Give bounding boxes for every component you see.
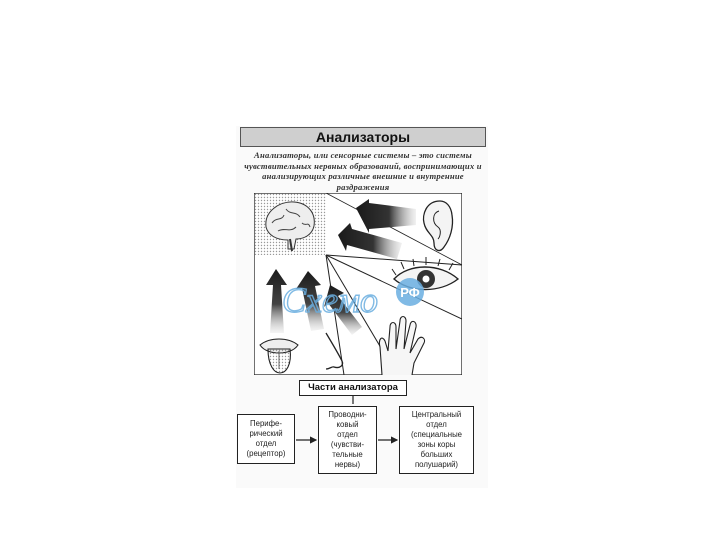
part-peripheral-box [237,414,295,464]
parts-heading: Части анализатора [299,380,407,396]
part-conductive-box [318,406,377,474]
part-conductive-text: Проводни- ковый отдел (чувстви- тельные нервы) [328,410,367,469]
page-title: Анализаторы [315,129,411,145]
watermark-badge-text: РФ [400,285,420,300]
definition-text: Анализаторы, или сенсорные системы – это системы чувствительных нервных образований, воспринимающих и анализирующих различные внешние и внутренние раздражения [244,150,482,192]
part-central-box [399,406,474,474]
watermark-text: Схемо [282,280,379,320]
watermark-logo [282,272,442,328]
part-central-text: Центральный отдел (специальные зоны коры больших полушарий) [410,410,463,469]
part-peripheral-text: Перифе- рический отдел (рецептор) [246,419,286,458]
